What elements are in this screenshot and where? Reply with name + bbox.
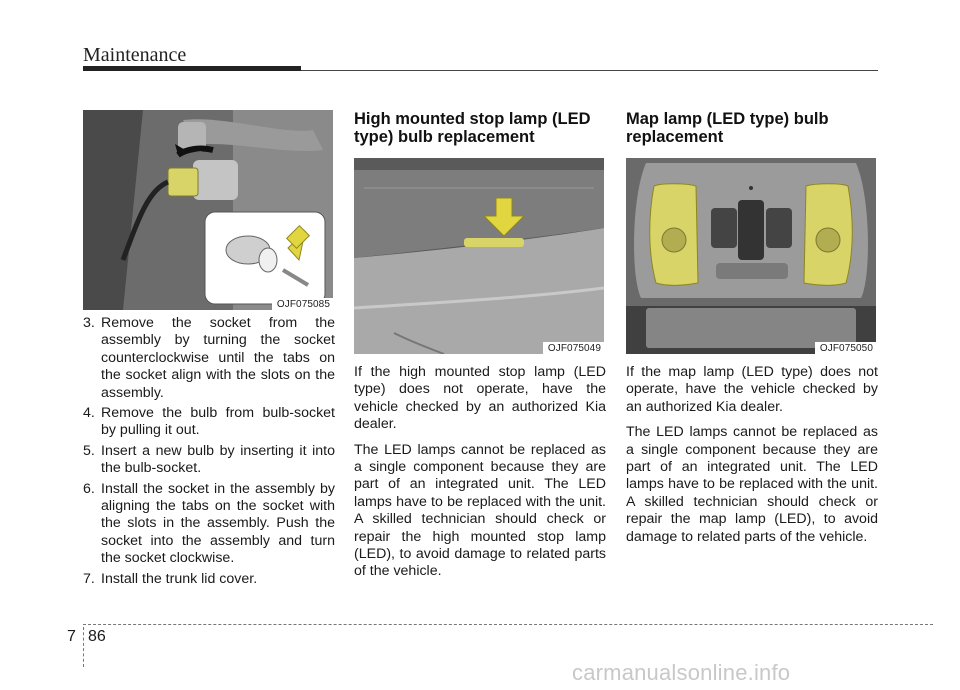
step-text: Remove the socket from the assembly by turning the socket counterclockwise until the tabs on the socket align with the slots on the assembly. [101,315,335,401]
figure-stop-lamp [354,158,604,354]
figure-code: OJF075049 [543,342,604,354]
column-1 [83,110,335,591]
page-number: 86 [88,628,106,645]
footer-rule [83,624,933,625]
paragraph: If the high mounted stop lamp (LED type) does not operate, have the vehicle checked by an authorized Kia dealer. [354,364,606,433]
instruction-list [83,315,335,588]
step-text: Insert a new bulb by inserting it into the bulb-socket. [101,442,335,477]
step-item [83,315,335,402]
socket-illustration [83,110,333,310]
paragraph: If the map lamp (LED type) does not operate, have the vehicle checked by an authorized Kia dealer. [626,364,878,415]
heading-stop-lamp: High mounted stop lamp (LED type) bulb replacement [354,110,591,146]
chapter-number: 7 [67,628,76,645]
heading-map-lamp: Map lamp (LED type) bulb replacement [626,110,829,146]
paragraph: The LED lamps cannot be replaced as a single component because they are part of an integrated unit. The LED lamps have to be replaced with the unit. A skilled technician should check or repair the high mounted stop lamp (LED), to avoid damage to related parts of the vehicle. [354,441,606,580]
step-text: Install the socket in the assembly by aligning the tabs on the socket with the slots in the assembly. Push the socket into the assembly and turn the socket clockwise. [101,480,335,567]
header-rule-thick [83,66,301,71]
step-item [83,443,335,478]
column-2 [354,110,606,581]
figure-map-lamp [626,158,876,354]
step-number: 6. [83,480,95,497]
step-item [83,481,335,568]
section-title: Maintenance [83,44,187,66]
step-item [83,571,335,588]
step-text: Remove the bulb from bulb-socket by pulling it out. [101,405,335,439]
paragraph: The LED lamps cannot be replaced as a single component because they are part of an integrated unit. The LED lamps have to be replaced with the unit. A skilled technician should check or repair the map lamp (LED), to avoid damage to related parts of the vehicle. [626,424,878,545]
step-number: 3. [83,315,95,331]
footer-divider [83,627,84,667]
rear-window-illustration [354,158,604,354]
header-rule-thin [301,70,878,71]
map-lamp-illustration [626,158,876,354]
figure-code: OJF075085 [272,298,333,310]
figure-code: OJF075050 [815,342,876,354]
figure-socket-removal [83,110,333,310]
step-item [83,405,335,440]
step-text: Install the trunk lid cover. [101,570,258,587]
step-number: 7. [83,570,95,587]
column-3 [626,110,878,546]
watermark: carmanualsonline.info [572,660,791,685]
step-number: 4. [83,405,95,422]
step-number: 5. [83,442,95,459]
